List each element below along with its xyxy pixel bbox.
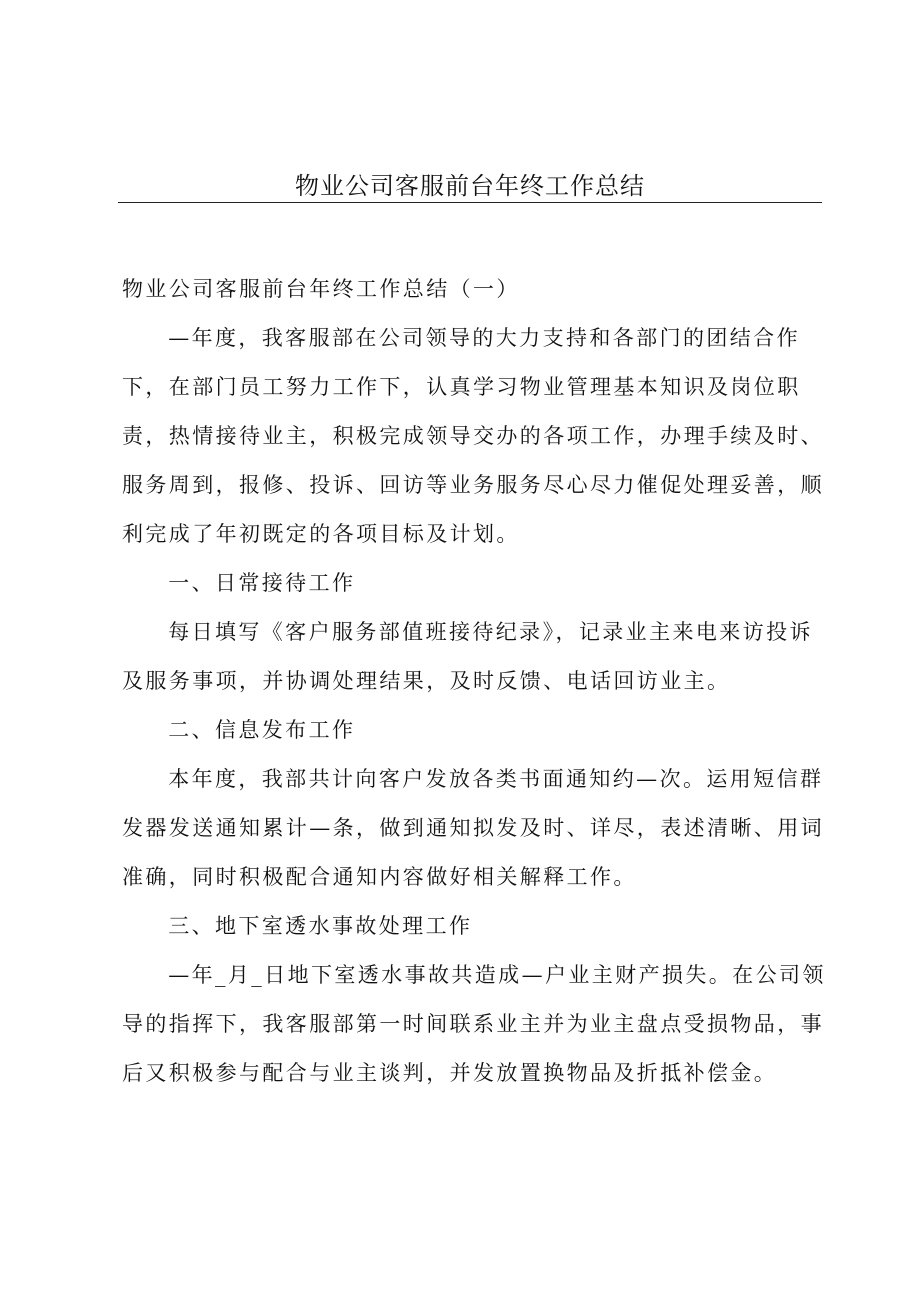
document-title: 物业公司客服前台年终工作总结 — [295, 172, 645, 200]
section-body-daily-reception: 每日填写《客户服务部值班接待纪录》，记录业主来电来访投诉及服务事项，并协调处理结果，及时反馈、电话回访业主。 — [122, 620, 813, 693]
document-body — [122, 265, 832, 1098]
section-heading-daily-reception: 一、日常接待工作 — [168, 571, 356, 595]
section-heading-info-release: 二、信息发布工作 — [168, 718, 356, 742]
section-heading-basement-flooding: 三、地下室透水事故处理工作 — [168, 914, 473, 938]
section-body-basement-flooding: —年_月_日地下室透水事故共造成—户业主财产损失。在公司领导的指挥下，我客服部第一时间联系业主并为业主盘点受损物品，事后又积极参与配合与业主谈判，并发放置换物品及折抵补偿金。 — [122, 963, 826, 1085]
document-subtitle: 物业公司客服前台年终工作总结（一） — [122, 277, 520, 301]
title-underline — [118, 202, 822, 203]
section-body-info-release: 本年度，我部共计向客户发放各类书面通知约—次。运用短信群发器发送通知累计—条，做到通知拟发及时、详尽，表述清晰、用词准确，同时积极配合通知内容做好相关解释工作。 — [122, 767, 824, 889]
intro-paragraph: —年度，我客服部在公司领导的大力支持和各部门的团结合作下，在部门员工努力工作下，认真学习物业管理基本知识及岗位职责，热情接待业主，积极完成领导交办的各项工作，办理手续及时、服务周到，报修、投诉、回访等业务服务尽心尽力催促处理妥善，顺利完成了年初既定的各项目标及计划。 — [122, 326, 824, 546]
